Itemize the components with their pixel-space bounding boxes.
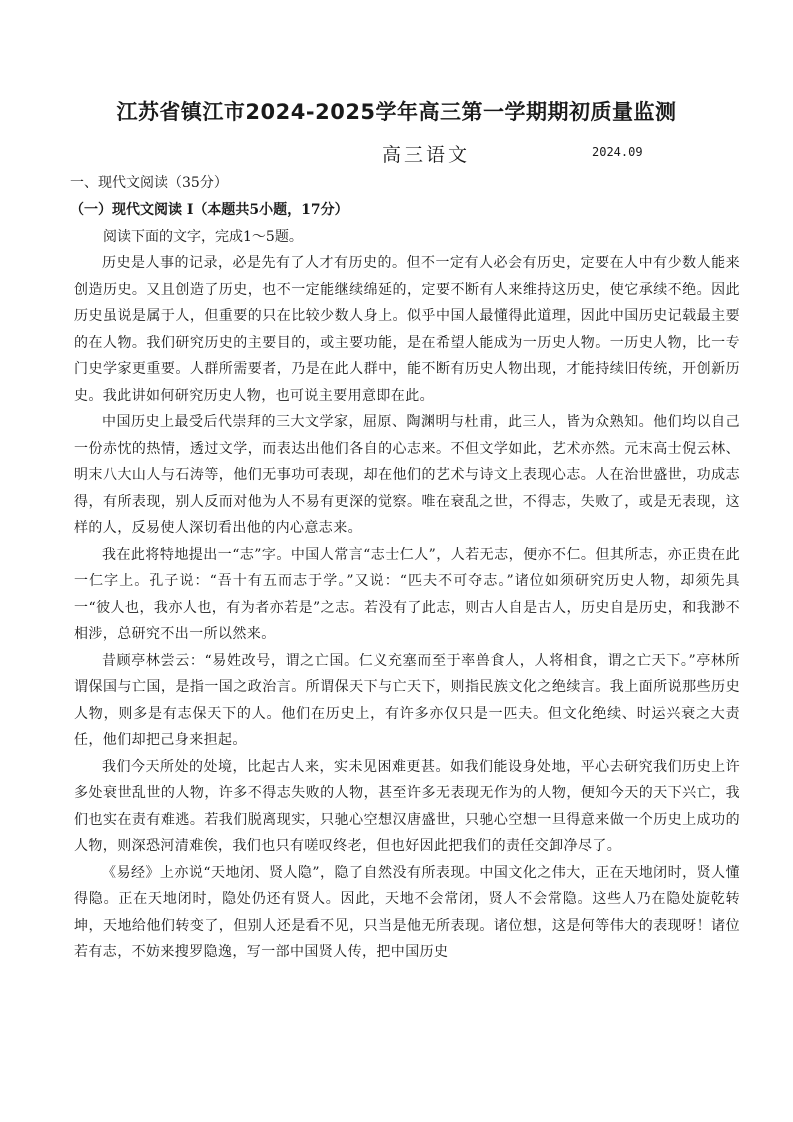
paragraph: 中国历史上最受后代崇拜的三大文学家，屈原、陶渊明与杜甫，此三人，皆为众熟知。他们均以自己一份赤忱的热情，透过文学，而表达出他们各自的心志来。不但文学如此，艺术亦然。元末高士倪云林、明末八大山人与石涛等，他们无事功可表现，却在他们的艺术与诗文上表现心志。人在治世盛世，功成志得，有所表现，别人反而对他为人不易有更深的觉察。唯在衰乱之世，不得志，失败了，或是无表现，这样的人，反易使人深切看出他的内心意志来。	[74, 414, 740, 536]
paragraph: 我们今天所处的处境，比起古人来，实未见困难更甚。如我们能设身处地，平心去研究我们历史上许多处衰世乱世的人物，许多不得志失败的人物，甚至许多无表现无作为的人物，便知今天的天下兴亡，我们也实在责有难逃。若我们脱离现实，只驰心空想汉唐盛世，只驰心空想一旦得意来做一个历史上成功的人物，则深恐河清难俟，我们也只有嗟叹终老，但也好因此把我们的责任交卸净尽了。	[74, 758, 740, 854]
exam-date: 2024.09	[592, 145, 643, 159]
exam-subtitle: 高三语文	[382, 144, 471, 166]
paragraph: 历史是人事的记录，必是先有了人才有历史的。但不一定有人必会有历史，定要在人中有少数人能来创造历史。又且创造了历史，也不一定能继续绵延的，定要不断有人来维持这历史，使它承续不绝。因此历史虽说是属于人，但重要的只在比较少数人身上。似乎中国人最懂得此道理，因此中国历史记载最主要的在人物。我们研究历史的主要目的，或主要功能，是在希望人能成为一历史人物。一历史人物，比一专门史学家更重要。人群所需要者，乃是在此人群中，能不断有历史人物出现，才能持续旧传统，开创新历史。我此讲如何研究历史人物，也可说主要用意即在此。	[74, 255, 740, 404]
paragraph: 我在此将特地提出一“志”字。中国人常言“志士仁人”，人若无志，便亦不仁。但其所志，亦正贵在此一仁字上。孔子说：“吾十有五而志于学。”又说：“匹夫不可夺志。”诸位如须研究历史人物，却须先具一“彼人也，我亦人也，有为者亦若是”之志。若没有了此志，则古人自是古人，历史自是历史，和我渺不相涉，总研究不出一所以然来。	[74, 546, 740, 642]
section-heading: 一、现代文阅读（35分）	[70, 175, 228, 191]
passage-body	[74, 250, 740, 966]
paragraph: 《易经》上亦说“天地闭、贤人隐”，隐了自然没有所表现。中国文化之伟大，正在天地闭时，贤人懂得隐。正在天地闭时，隐处仍还有贤人。因此，天地不会常闭，贤人不会常隐。这些人乃在隐处旋乾转坤，天地给他们转变了，但别人还是看不见，只当是他无所表现。诸位想，这是何等伟大的表现呀！诸位若有志，不妨来搜罗隐逸，写一部中国贤人传，把中国历史	[74, 864, 740, 960]
paragraph: 昔顾亭林尝云：“易姓改号，谓之亡国。仁义充塞而至于率兽食人，人将相食，谓之亡天下。”亭林所谓保国与亡国，是指一国之政治言。所谓保天下与亡天下，则指民族文化之绝续言。我上面所说那些历史人物，则多是有志保天下的人。他们在历史上，有许多亦仅只是一匹夫。但文化绝续、时运兴衰之大责任，他们却把己身来担起。	[74, 652, 740, 748]
reading-instruction: 阅读下面的文字，完成1～5题。	[103, 229, 303, 245]
exam-title: 江苏省镇江市2024-2025学年高三第一学期期初质量监测	[116, 100, 677, 124]
subsection-heading: （一）现代文阅读 I（本题共5小题，17分）	[70, 202, 349, 218]
